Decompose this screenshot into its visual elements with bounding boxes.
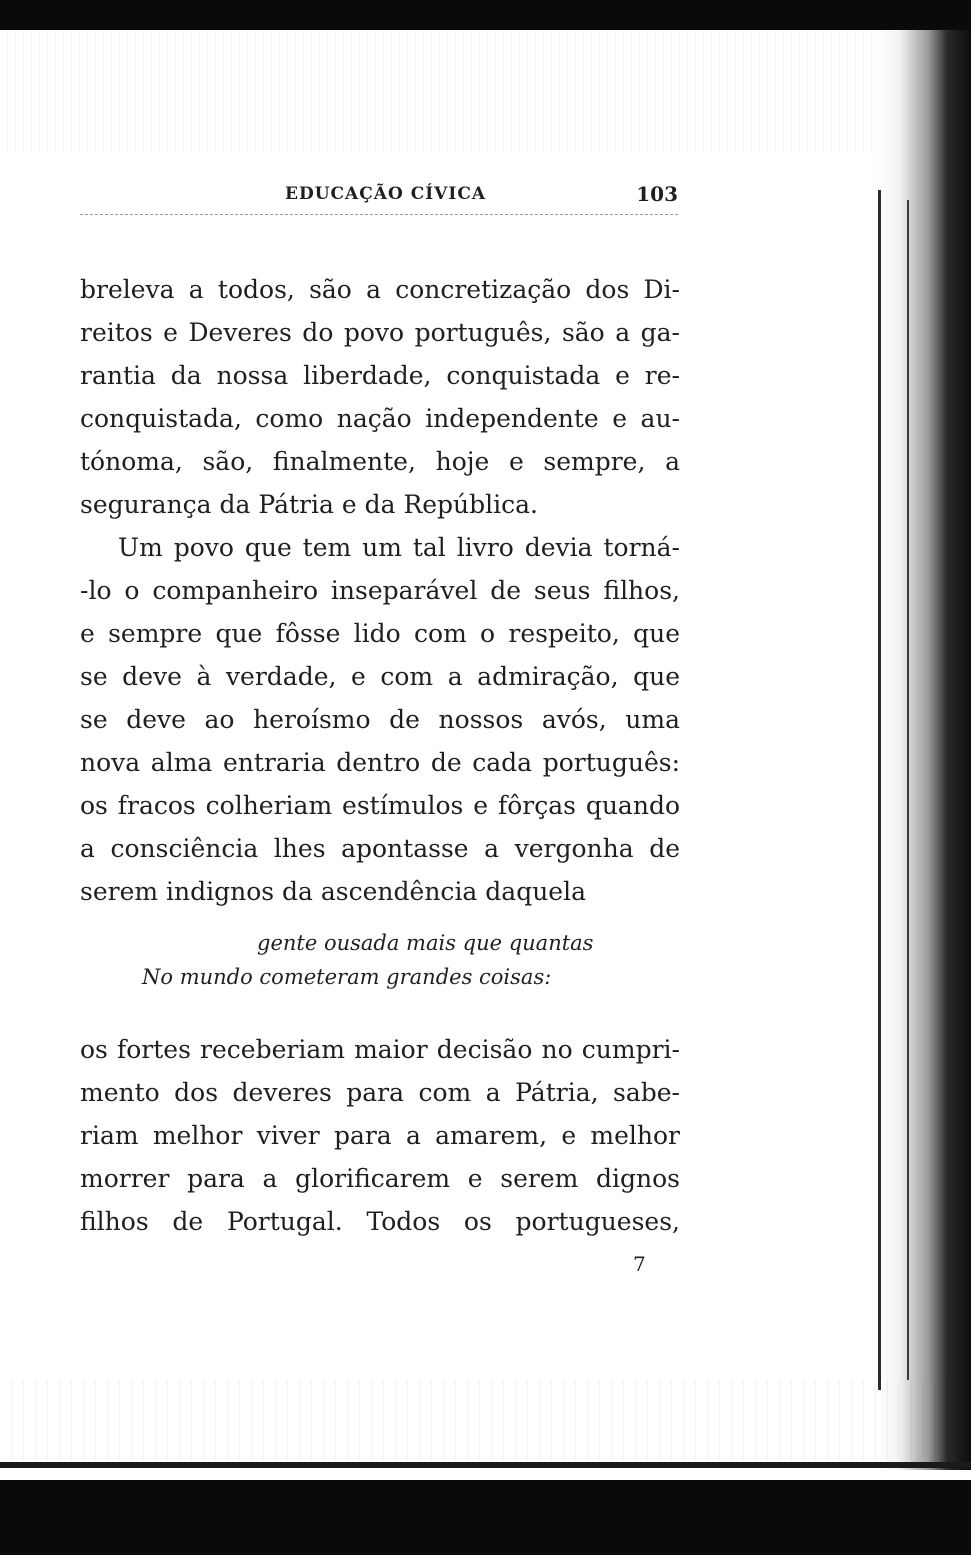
text-line: se deve ao heroísmo de nossos avós, uma xyxy=(80,705,680,734)
page-header xyxy=(80,180,680,210)
signature-mark: 7 xyxy=(633,1252,646,1276)
text-line: morrer para a glorificarem e serem dignos xyxy=(80,1164,680,1193)
scan-right-edge xyxy=(876,30,971,1470)
running-title: EDUCAÇÃO CÍVICA xyxy=(285,184,487,204)
scan-edge-line-2 xyxy=(907,200,909,1380)
text-line: a consciência lhes apontasse a vergonha de xyxy=(80,834,680,863)
paragraph-3 xyxy=(80,1028,680,1243)
text-line: conquistada, como nação independente e au- xyxy=(80,404,680,433)
text-line: serem indignos da ascendência daquela xyxy=(80,877,586,906)
scan-top-border xyxy=(0,0,971,30)
text-line: reitos e Deveres do povo português, são a ga- xyxy=(80,318,680,347)
scan-edge-line xyxy=(878,190,881,1390)
text-line: breleva a todos, são a concretização dos Di- xyxy=(80,275,680,304)
verse-line: gente ousada mais que quantas xyxy=(257,931,594,955)
text-line: se deve à verdade, e com a admiração, que xyxy=(80,662,680,691)
scan-noise-top xyxy=(0,30,971,150)
verse-line: No mundo cometeram grandes coisas: xyxy=(142,965,552,989)
text-line: os fracos colheriam estímulos e fôrças quando xyxy=(80,791,680,820)
text-line: -lo o companheiro inseparável de seus filhos, xyxy=(80,576,680,605)
text-line: riam melhor viver para a amarem, e melhor xyxy=(80,1121,680,1150)
page-number: 103 xyxy=(636,182,678,206)
scan-noise-bottom xyxy=(0,1380,971,1460)
text-line: segurança da Pátria e da República. xyxy=(80,490,539,519)
header-rule xyxy=(80,214,678,216)
text-line: rantia da nossa liberdade, conquistada e re- xyxy=(80,361,680,390)
verse-quote xyxy=(80,926,680,994)
text-line: Um povo que tem um tal livro devia torná- xyxy=(118,533,680,562)
paragraph-2 xyxy=(80,526,680,913)
text-line: tónoma, são, finalmente, hoje e sempre, a xyxy=(80,447,680,476)
text-line: filhos de Portugal. Todos os portugueses, xyxy=(80,1207,680,1236)
paragraph-1 xyxy=(80,268,680,526)
scan-bottom-rule xyxy=(0,1462,971,1468)
text-line: mento dos deveres para com a Pátria, sabe- xyxy=(80,1078,680,1107)
text-line: nova alma entraria dentro de cada português: xyxy=(80,748,680,777)
text-line: os fortes receberiam maior decisão no cumpri- xyxy=(80,1035,680,1064)
scan-bottom-border xyxy=(0,1480,971,1555)
text-line: e sempre que fôsse lido com o respeito, que xyxy=(80,619,680,648)
